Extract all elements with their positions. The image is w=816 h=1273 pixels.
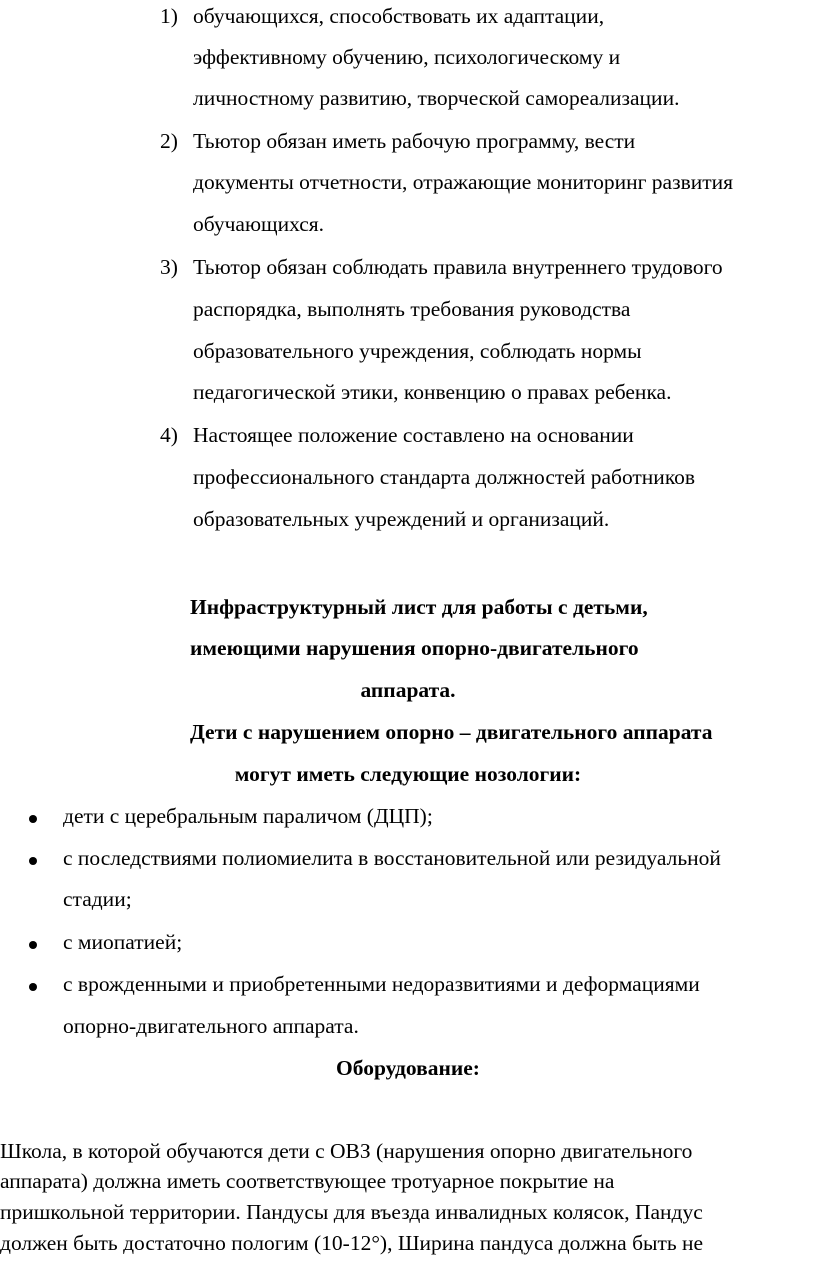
bullet-icon [29, 857, 37, 865]
section-heading: могут иметь следующие нозологии: [234, 762, 582, 786]
list-item-line: эффективному обучению, психологическому и [193, 45, 621, 69]
paragraph-line: пришкольной территории. Пандусы для въезда инвалидных колясок, Пандус [0, 1200, 703, 1224]
list-item-line: педагогической этики, конвенцию о правах ребенка. [193, 380, 672, 404]
section-heading: аппарата. [360, 678, 456, 702]
bullet-item-line: с миопатией; [63, 930, 183, 954]
bullet-icon [29, 815, 37, 823]
bullet-item-line: дети с церебральным параличом (ДЦП); [63, 804, 433, 828]
list-item-marker: 3) [160, 255, 178, 279]
paragraph-line: Школа, в которой обучаются дети с ОВЗ (нарушения опорно двигательного [0, 1139, 693, 1163]
list-item-line: Тьютор обязан соблюдать правила внутреннего трудового [193, 255, 723, 279]
list-item-line: Тьютор обязан иметь рабочую программу, вести [193, 129, 636, 153]
list-item-line: Настоящее положение составлено на основании [193, 423, 634, 447]
bullet-item-line: с врожденными и приобретенными недоразвитиями и деформациями [63, 972, 700, 996]
list-item-marker: 1) [160, 4, 178, 28]
section-heading: Инфраструктурный лист для работы с детьми, [190, 595, 648, 619]
paragraph-line: аппарата) должна иметь соответствующее тротуарное покрытие на [0, 1169, 615, 1193]
list-item-line: документы отчетности, отражающие мониторинг развития [193, 170, 734, 194]
bullet-item-line: стадии; [63, 887, 132, 911]
list-item-line: образовательного учреждения, соблюдать нормы [193, 339, 642, 363]
list-item-line: распорядка, выполнять требования руководства [193, 297, 631, 321]
bullet-item-line: опорно-двигательного аппарата. [63, 1014, 359, 1038]
list-item-marker: 2) [160, 129, 178, 153]
bullet-icon [29, 983, 37, 991]
list-item-marker: 4) [160, 423, 178, 447]
list-item-line: обучающихся. [193, 212, 325, 236]
section-heading: Дети с нарушением опорно – двигательного аппарата [190, 720, 713, 744]
list-item-line: профессионального стандарта должностей работников [193, 465, 696, 489]
list-item-line: образовательных учреждений и организаций. [193, 507, 610, 531]
list-item-line: обучающихся, способствовать их адаптации, [193, 4, 605, 28]
bullet-item-line: с последствиями полиомиелита в восстановительной или резидуальной [63, 846, 721, 870]
paragraph-line: должен быть достаточно пологим (10-12°), Ширина пандуса должна быть не [0, 1231, 704, 1255]
section-heading: имеющими нарушения опорно-двигательного [190, 636, 639, 660]
equipment-heading: Оборудование: [336, 1056, 480, 1080]
bullet-icon [29, 941, 37, 949]
list-item-line: личностному развитию, творческой самореализации. [193, 86, 680, 110]
